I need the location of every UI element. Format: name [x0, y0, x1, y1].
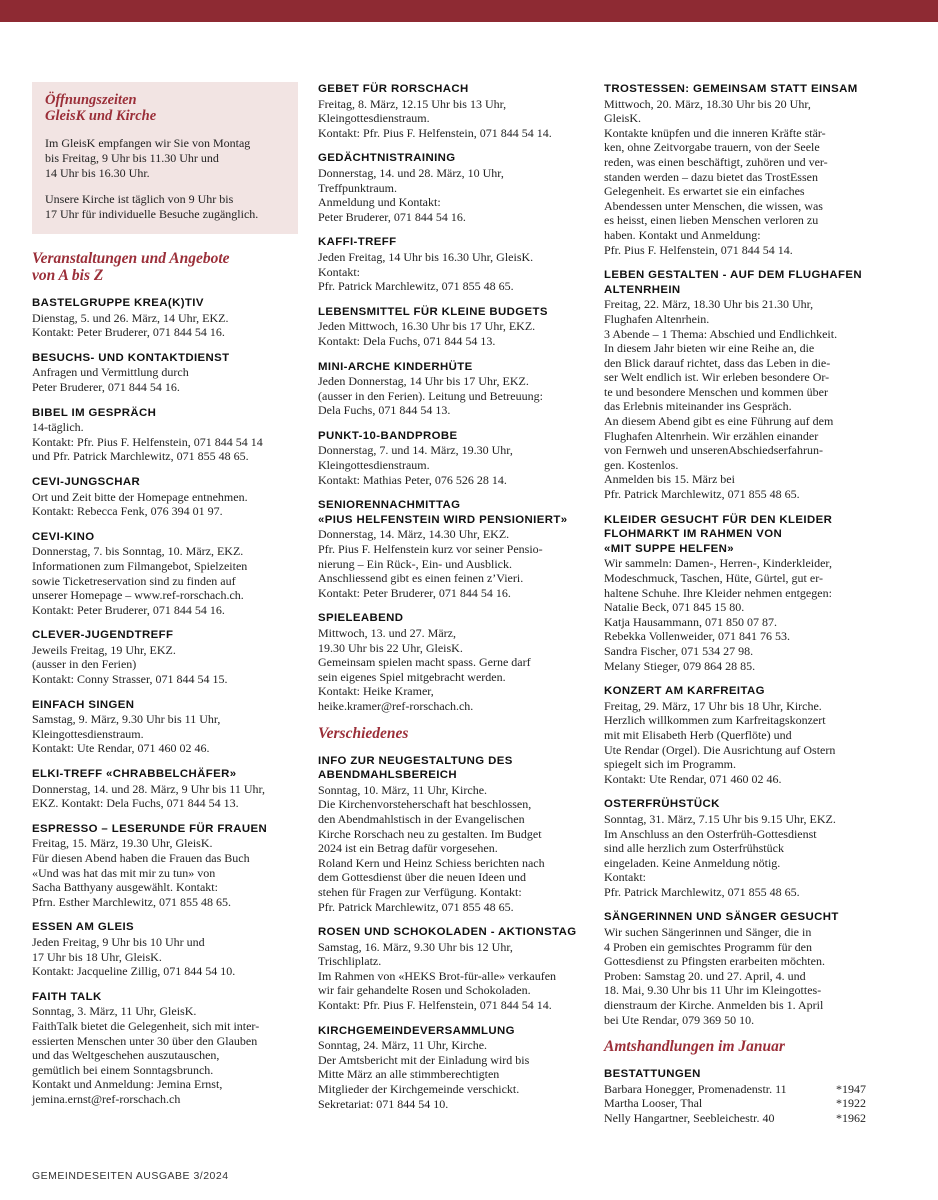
event-item: [318, 498, 580, 600]
section-heading-misc: Verschiedenes: [318, 724, 409, 742]
opening-hours-text-2: Unsere Kirche ist täglich von 9 Uhr bis 17 Uhr für individuelle Besuche zugänglich.: [45, 191, 259, 221]
event-item: [32, 767, 290, 811]
burial-row: [604, 1096, 866, 1111]
event-item: [604, 910, 866, 1027]
event-title: GEBET FÜR RORSCHACH: [318, 83, 469, 95]
event-title: EINFACH SINGEN: [32, 698, 135, 711]
event-title: KLEIDER GESUCHT FÜR DEN KLEIDER FLOHMARKT IM RAHMEN VON «MIT SUPPE HELFEN»: [604, 513, 833, 555]
event-body: Sonntag, 3. März, 11 Uhr, GleisK. FaithTalk bietet die Gelegenheit, sich mit inter- essierten Menschen unter 30 über den Glauben und das Weltgeschehen auszutauschen, gemütlich bei einem Sonntagsbrunch. Kontakt und Anmeldung: Jemina Ernst, jemina.ernst@ref-rorschach.ch: [32, 1004, 260, 1106]
event-item: [318, 1024, 580, 1112]
event-body: Samstag, 9. März, 9.30 Uhr bis 11 Uhr, Kleingottesdienstraum. Kontakt: Ute Rendar, 071 460 02 46.: [32, 712, 221, 756]
event-body: Jeden Mittwoch, 16.30 Uhr bis 17 Uhr, EKZ. Kontakt: Dela Fuchs, 071 844 54 13.: [318, 319, 536, 348]
column-2: [318, 82, 580, 1122]
column-3: [604, 82, 866, 1137]
event-body: Mittwoch, 20. März, 18.30 Uhr bis 20 Uhr, GleisK. Kontakte knüpfen und die inneren Kräfte stär- ken, ohne Zeitvorgabe trauern, von der Seele reden, was einen beschäftigt, zuhören und ver- standen werden – dazu bietet das TrostEssen Gelegenheit. Es erwartet sie ein einfaches Abendessen unter Menschen, die wissen, was es heisst, einen lieben Menschen verloren zu haben. Kontakt und Anmeldung: Pfr. Pius F. Helfenstein, 071 844 54 14.: [604, 96, 828, 257]
event-body: Sonntag, 31. März, 7.15 Uhr bis 9.15 Uhr, EKZ. Im Anschluss an den Osterfrüh-Gottesdienst sind alle herzlich zum Osterfrühstück eingeladen. Keine Anmeldung nötig. Kontakt: Pfr. Patrick Marchlewitz, 071 855 48 65.: [604, 811, 836, 899]
event-body: Donnerstag, 14. und 28. März, 9 Uhr bis 11 Uhr, EKZ. Kontakt: Dela Fuchs, 071 844 54 13.: [32, 781, 266, 811]
event-title: LEBEN GESTALTEN - AUF DEM FLUGHAFEN ALTENRHEIN: [604, 269, 863, 296]
burial-year: *1962: [836, 1111, 866, 1125]
event-title: CLEVER-JUGENDTREFF: [32, 629, 174, 642]
event-item: [318, 360, 580, 418]
event-item: [318, 82, 580, 140]
event-title: SÄNGERINNEN UND SÄNGER GESUCHT: [604, 911, 839, 924]
event-body: Freitag, 22. März, 18.30 Uhr bis 21.30 Uhr, Flughafen Altenrhein. 3 Abende – 1 Thema: Abschied und Endlichkeit. In diesem Jahr bieten wir eine Reihe an, die den Blick darauf richtet, dass das Leben in die- ser Welt endlich ist. Wir erleben besondere Or- te und besondere Menschen und kommen über das Erlebnis miteinander ins Gespräch. An diesem Abend gibt es eine Führung auf dem Flughafen Altenrhein. Wir erzählen einander von Fernweh und unserenAbschiedserfahrun- gen. Kostenlos. Anmelden bis 15. März bei Pfr. Patrick Marchlewitz, 071 855 48 65.: [604, 297, 838, 502]
burial-row: [604, 1082, 866, 1097]
event-body: 14-täglich. Kontakt: Pfr. Pius F. Helfenstein, 071 844 54 14 und Pfr. Patrick Marchlewitz, 071 855 48 65.: [32, 420, 263, 464]
event-title: KIRCHGEMEINDEVERSAMMLUNG: [318, 1024, 515, 1037]
event-item: [32, 351, 290, 395]
page-footer: GEMEINDESEITEN AUSGABE 3/2024: [32, 1170, 229, 1182]
event-title: FAITH TALK: [32, 990, 102, 1003]
burial-name: Barbara Honegger, Promenadenstr. 11: [604, 1081, 787, 1096]
event-title: BIBEL IM GESPRÄCH: [32, 406, 157, 419]
event-body: Wir suchen Sängerinnen und Sänger, die in 4 Proben ein gemischtes Programm für den Gottesdienst zu Pfingsten erarbeiten möchten. Proben: Samstag 20. und 27. April, 4. und 18. Mai, 9.30 Uhr bis 11 Uhr im Kleingottes- dienstraum der Kirche. Anmelden bis 1. April bei Ute Rendar, 079 369 50 10.: [604, 925, 825, 1027]
event-title: INFO ZUR NEUGESTALTUNG DES ABENDMAHLSBEREICH: [318, 754, 513, 782]
event-body: Donnerstag, 14. und 28. März, 10 Uhr, Treffpunktraum. Anmeldung und Kontakt: Peter Bruderer, 071 844 54 16.: [318, 165, 504, 224]
event-body: Wir sammeln: Damen-, Herren-, Kinderkleider, Modeschmuck, Taschen, Hüte, Gürtel, gut er- haltene Schuhe. Ihre Kleider nehmen entgegen: Natalie Beck, 071 845 15 80. Katja Hausammann, 071 850 07 87. Rebekka Vollenweider, 071 841 76 53. Sandra Fischer, 071 534 27 98. Melany Stieger, 079 864 28 85.: [604, 556, 832, 673]
event-item: [604, 797, 866, 899]
burial-name: Martha Looser, Thal: [604, 1096, 703, 1111]
event-item: [604, 82, 866, 257]
burial-year: *1922: [836, 1096, 866, 1111]
event-title: CEVI-JUNGSCHAR: [32, 475, 141, 488]
section-heading-events: Veranstaltungen und Angebote von A bis Z: [32, 250, 230, 285]
event-title: OSTERFRÜHSTÜCK: [604, 798, 720, 811]
event-body: Jeweils Freitag, 19 Uhr, EKZ. (ausser in den Ferien) Kontakt: Conny Strasser, 071 844 54 15.: [32, 642, 228, 687]
event-body: Ort und Zeit bitte der Homepage entnehmen. Kontakt: Rebecca Fenk, 076 394 01 97.: [32, 489, 248, 519]
burials-list: [604, 1082, 866, 1126]
event-title: ESSEN AM GLEIS: [32, 921, 135, 934]
event-item: [32, 920, 290, 978]
event-item: [604, 684, 866, 786]
opening-hours-text-1: Im GleisK empfangen wir Sie von Montag bis Freitag, 9 Uhr bis 11.30 Uhr und 14 Uhr bis 16.30 Uhr.: [45, 136, 251, 181]
burials-title: BESTATTUNGEN: [604, 1068, 701, 1081]
event-body: Sonntag, 10. März, 11 Uhr, Kirche. Die Kirchenvorsteherschaft hat beschlossen, den Abendmahlstisch in der Evangelischen Kirche Rorschach neu zu gestalten. Im Budget 2024 ist ein Betrag dafür vorgesehen. Roland Kern und Heinz Schiess berichten nach dem Gottesdienst über die neuen Ideen und stehen für Fragen zur Verfügung. Kontakt: Pfr. Patrick Marchlewitz, 071 855 48 65.: [318, 782, 545, 914]
event-title: SPIELEABEND: [318, 612, 404, 625]
event-list-col3: [604, 82, 866, 1027]
opening-hours-title: Öffnungszeiten GleisK und Kirche: [45, 92, 157, 124]
event-item: [318, 305, 580, 349]
event-title: BASTELGRUPPE KREA(K)TIV: [32, 297, 204, 310]
event-item: [604, 513, 866, 674]
event-body: Anfragen und Vermittlung durch Peter Bruderer, 071 844 54 16.: [32, 365, 189, 394]
event-item: [318, 754, 580, 915]
opening-hours-box: [32, 82, 298, 234]
event-title: BESUCHS- UND KONTAKTDIENST: [32, 351, 230, 364]
top-color-bar: [0, 0, 938, 22]
event-body: Freitag, 15. März, 19.30 Uhr, GleisK. Für diesen Abend haben die Frauen das Buch «Und was hat das mit mir zu tun» von Sacha Batthyany ausgewählt. Kontakt: Pfrn. Esther Marchlewitz, 071 855 48 65.: [32, 836, 250, 909]
event-item: [32, 822, 290, 910]
event-item: [32, 296, 290, 340]
burials-block: [604, 1067, 866, 1125]
event-title: SENIORENNACHMITTAG «PIUS HELFENSTEIN WIRD PENSIONIERT»: [318, 499, 568, 526]
event-body: Jeden Donnerstag, 14 Uhr bis 17 Uhr, EKZ. (ausser in den Ferien). Leitung und Betreuung: Dela Fuchs, 071 844 54 13.: [318, 374, 543, 418]
event-title: KONZERT AM KARFREITAG: [604, 685, 765, 698]
event-body: Samstag, 16. März, 9.30 Uhr bis 12 Uhr, Trischliplatz. Im Rahmen von «HEKS Brot-für-alle» verkaufen wir fair gehandelte Rosen und Schokoladen. Kontakt: Pfr. Pius F. Helfenstein, 071 844 54 14.: [318, 939, 557, 1013]
event-body: Donnerstag, 7. bis Sonntag, 10. März, EKZ. Informationen zum Filmangebot, Spielzeiten sowie Ticketreservation sind zu finden auf unserer Homepage – www.ref-rorschach.ch. Kontakt: Peter Bruderer, 071 844 54 16.: [32, 544, 248, 617]
event-list-misc: [318, 754, 580, 1112]
event-item: [318, 925, 580, 1013]
event-item: [32, 406, 290, 464]
event-title: ESPRESSO – LESERUNDE FÜR FRAUEN: [32, 822, 268, 835]
event-body: Dienstag, 5. und 26. März, 14 Uhr, EKZ. Kontakt: Peter Bruderer, 071 844 54 16.: [32, 310, 229, 340]
event-body: Jeden Freitag, 9 Uhr bis 10 Uhr und 17 Uhr bis 18 Uhr, GleisK. Kontakt: Jacqueline Zillig, 071 844 54 10.: [32, 934, 236, 979]
event-body: Sonntag, 24. März, 11 Uhr, Kirche. Der Amtsbericht mit der Einladung wird bis Mitte März an alle stimmberechtigten Mitglieder der Kirchgemeinde verschickt. Sekretariat: 071 844 54 10.: [318, 1038, 530, 1111]
event-title: CEVI-KINO: [32, 530, 95, 543]
event-item: [32, 530, 290, 618]
event-item: [32, 628, 290, 686]
event-item: [32, 698, 290, 756]
event-list-col2: [318, 82, 580, 714]
event-body: Donnerstag, 7. und 14. März, 19.30 Uhr, Kleingottesdienstraum. Kontakt: Mathias Peter, 076 526 28 14.: [318, 443, 513, 487]
section-heading-official: Amtshandlungen im Januar: [604, 1038, 785, 1056]
event-item: [318, 611, 580, 713]
event-list-col1: [32, 296, 290, 1107]
event-item: [32, 475, 290, 519]
event-title: ELKI-TREFF «CHRABBELCHÄFER»: [32, 768, 237, 781]
burial-row: [604, 1111, 866, 1126]
event-item: [318, 235, 580, 293]
event-body: Jeden Freitag, 14 Uhr bis 16.30 Uhr, GleisK. Kontakt: Pfr. Patrick Marchlewitz, 071 855 48 65.: [318, 249, 534, 294]
event-item: [32, 990, 290, 1107]
burial-name: Nelly Hangartner, Seebleichestr. 40: [604, 1111, 775, 1125]
event-title: ROSEN UND SCHOKOLADEN - AKTIONSTAG: [318, 926, 577, 939]
event-item: [318, 429, 580, 487]
event-item: [604, 268, 866, 502]
event-body: Donnerstag, 14. März, 14.30 Uhr, EKZ. Pfr. Pius F. Helfenstein kurz vor seiner Pensio- nierung – Ein Rück-, Ein- und Ausblick. Anschliessend gibt es einen feinen z’Vieri. Kontakt: Peter Bruderer, 071 844 54 16.: [318, 527, 543, 600]
event-body: Freitag, 8. März, 12.15 Uhr bis 13 Uhr, Kleingottesdienstraum. Kontakt: Pfr. Pius F. Helfenstein, 071 844 54 14.: [318, 96, 552, 140]
event-body: Freitag, 29. März, 17 Uhr bis 18 Uhr, Kirche. Herzlich willkommen zum Karfreitagskonzert mit mit Elisabeth Herb (Querflöte) und Ute Rendar (Orgel). Die Ausrichtung auf Ostern spiegelt sich im Programm. Kontakt: Ute Rendar, 071 460 02 46.: [604, 698, 836, 786]
event-title: TROSTESSEN: GEMEINSAM STATT EINSAM: [604, 83, 858, 95]
burial-year: *1947: [836, 1081, 866, 1096]
event-title: MINI-ARCHE KINDERHÜTE: [318, 360, 473, 373]
event-title: KAFFI-TREFF: [318, 236, 397, 249]
event-item: [318, 151, 580, 224]
column-1: [32, 82, 290, 1118]
event-title: LEBENSMITTEL FÜR KLEINE BUDGETS: [318, 305, 548, 318]
event-body: Mittwoch, 13. und 27. März, 19.30 Uhr bis 22 Uhr, GleisK. Gemeinsam spielen macht spass. Gerne darf sein eigenes Spiel mitgebracht werden. Kontakt: Heike Kramer, heike.kramer@ref-rorschach.ch.: [318, 626, 531, 713]
event-title: PUNKT-10-BANDPROBE: [318, 429, 458, 442]
event-title: GEDÄCHTNISTRAINING: [318, 152, 456, 165]
